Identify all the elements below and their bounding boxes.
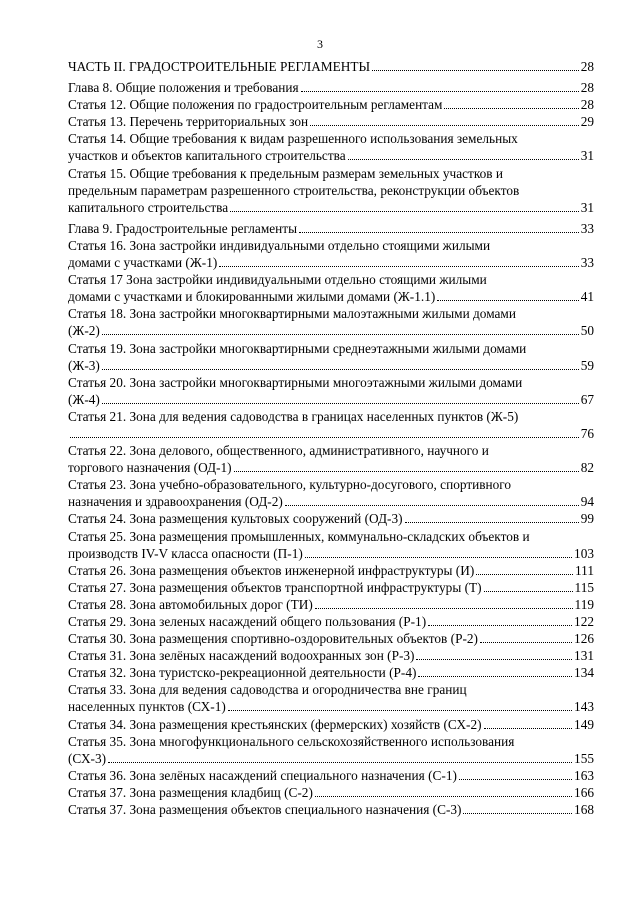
toc-entry-title: Статья 12. Общие положения по градостроительным регламентам [68, 97, 443, 113]
toc-entry-article-26[interactable] [68, 562, 594, 579]
page-number: 3 [317, 37, 323, 51]
toc-page-number: 50 [580, 323, 594, 339]
toc-entry-title: Глава 8. Общие положения и требования [68, 80, 299, 96]
toc-entry-article-27[interactable] [68, 579, 594, 596]
toc-entry-article-14[interactable] [68, 130, 594, 164]
toc-entry-title-line: предельным параметрам разрешенного строительства, реконструкции объектов [68, 182, 520, 198]
toc-page-number: 31 [580, 148, 594, 164]
toc-page-number: 163 [574, 767, 594, 783]
toc-entry-article-36[interactable] [68, 767, 594, 784]
toc-page-number: 119 [574, 596, 594, 612]
toc-entry-article-37-special[interactable] [68, 801, 594, 818]
toc-entry-article-32[interactable] [68, 664, 594, 681]
toc-entry-title-line: Статья 35. Зона многофункционального сельскохозяйственного использования [68, 733, 515, 749]
toc-entry-title-line: Статья 20. Зона застройки многоквартирными многоэтажными жилыми домами [68, 374, 523, 390]
toc-entry-title-line: Статья 18. Зона застройки многоквартирными малоэтажными жилыми домами [68, 306, 516, 322]
toc-entry-article-22[interactable] [68, 442, 594, 476]
toc-page-number: 111 [575, 562, 594, 578]
toc-page-number: 155 [574, 750, 594, 766]
toc-page-number: 134 [574, 665, 594, 681]
toc-entry-title: домами с участками и блокированными жилыми домами (Ж-1.1) [68, 289, 436, 305]
toc-entry-title: Статья 27. Зона размещения объектов транспортной инфраструктуры (Т) [68, 579, 482, 595]
toc-page-number: 76 [580, 425, 594, 441]
toc-entry-title: домами с участками (Ж-1) [68, 255, 218, 271]
toc-entry-title-line: Статья 33. Зона для ведения садоводства и огородничества вне границ [68, 682, 467, 698]
toc-page-number: 33 [580, 255, 594, 271]
toc-page-number: 28 [580, 59, 594, 74]
dot-leader [348, 158, 579, 160]
toc-entry-title: (Ж-3) [68, 357, 100, 373]
toc-entry-article-13[interactable] [68, 113, 594, 130]
toc-entry-chapter-9[interactable] [68, 220, 594, 237]
table-of-contents [68, 58, 594, 818]
toc-entry-title: Статья 24. Зона размещения культовых сооружений (ОД-3) [68, 511, 403, 527]
dot-leader [230, 210, 579, 212]
toc-entry-chapter-8[interactable] [68, 79, 594, 96]
toc-page-number: 59 [580, 357, 594, 373]
dot-leader [463, 812, 572, 814]
toc-entry-title-line: Статья 15. Общие требования к предельным размерам земельных участков и [68, 165, 503, 181]
dot-leader [70, 436, 579, 438]
dot-leader [102, 368, 579, 370]
dot-leader [437, 299, 578, 301]
toc-entry-title: участков и объектов капитального строительства [68, 148, 346, 164]
dot-leader [102, 402, 579, 404]
toc-entry-article-16[interactable] [68, 237, 594, 271]
toc-entry-title: Статья 26. Зона размещения объектов инженерной инфраструктуры (И) [68, 562, 475, 578]
toc-entry-article-17[interactable] [68, 271, 594, 305]
toc-page-number: 28 [580, 80, 594, 96]
toc-entry-title: Статья 32. Зона туристско-рекреационной деятельности (Р-4) [68, 665, 417, 681]
toc-entry-article-37-cemeteries[interactable] [68, 784, 594, 801]
toc-page-number: 126 [574, 631, 594, 647]
dot-leader [428, 624, 572, 626]
toc-entry-article-28[interactable] [68, 596, 594, 613]
toc-entry-article-24[interactable] [68, 510, 594, 527]
toc-entry-article-34[interactable] [68, 716, 594, 733]
toc-entry-title: (Ж-4) [68, 391, 100, 407]
toc-entry-title: производств IV-V класса опасности (П-1) [68, 545, 303, 561]
toc-entry-article-19[interactable] [68, 340, 594, 374]
toc-entry-title: Статья 37. Зона размещения объектов специального назначения (С-3) [68, 802, 462, 818]
toc-entry-title: (СХ-3) [68, 750, 107, 766]
toc-entry-article-35[interactable] [68, 733, 594, 767]
toc-entry-title: Статья 13. Перечень территориальных зон [68, 114, 309, 130]
toc-entry-article-23[interactable] [68, 476, 594, 510]
toc-page-number: 99 [580, 511, 594, 527]
dot-leader [476, 573, 573, 575]
toc-entry-title-line: Статья 25. Зона размещения промышленных, коммунально-складских объектов и [68, 528, 530, 544]
dot-leader [102, 333, 579, 335]
toc-page-number: 41 [580, 289, 594, 305]
dot-leader [416, 658, 572, 660]
dot-leader [234, 470, 579, 472]
toc-entry-article-20[interactable] [68, 374, 594, 408]
toc-entry-article-18[interactable] [68, 305, 594, 339]
dot-leader [285, 504, 579, 506]
toc-page-number: 131 [574, 648, 594, 664]
toc-entry-part-2[interactable] [68, 58, 594, 75]
toc-entry-title: Статья 28. Зона автомобильных дорог (ТИ) [68, 596, 313, 612]
toc-entry-title-line: Статья 16. Зона застройки индивидуальными отдельно стоящими жилыми [68, 237, 491, 253]
toc-entry-title: Статья 29. Зона зеленых насаждений общего пользования (Р-1) [68, 614, 427, 629]
toc-page-number: 29 [580, 114, 594, 130]
dot-leader [480, 641, 572, 643]
dot-leader [228, 709, 572, 711]
toc-page-number: 122 [574, 614, 594, 629]
dot-leader [484, 727, 572, 729]
dot-leader [315, 795, 572, 797]
toc-entry-title-line: Статья 21. Зона для ведения садоводства в границах населенных пунктов (Ж-5) [68, 408, 519, 424]
toc-entry-title: ЧАСТЬ II. ГРАДОСТРОИТЕЛЬНЫЕ РЕГЛАМЕНТЫ [68, 59, 371, 74]
toc-entry-title: (Ж-2) [68, 323, 100, 339]
toc-entry-article-21[interactable] [68, 408, 594, 442]
toc-entry-title: Статья 34. Зона размещения крестьянских (фермерских) хозяйств (СХ-2) [68, 716, 482, 732]
toc-page-number: 33 [580, 220, 594, 236]
toc-entry-title: Статья 37. Зона размещения кладбищ (С-2) [68, 784, 313, 800]
toc-page-number: 149 [574, 716, 594, 732]
toc-entry-article-33[interactable] [68, 681, 594, 715]
toc-entry-title-line: Статья 14. Общие требования к видам разрешенного использования земельных [68, 131, 518, 147]
toc-entry-title: Статья 30. Зона размещения спортивно-оздоровительных объектов (Р-2) [68, 631, 478, 647]
toc-entry-title: Глава 9. Градостроительные регламенты [68, 220, 298, 236]
dot-leader [444, 107, 578, 109]
toc-entry-article-31[interactable] [68, 647, 594, 664]
dot-leader [219, 265, 578, 267]
toc-entry-title-line: Статья 17 Зона застройки индивидуальными отдельно стоящими жилыми [68, 272, 487, 288]
toc-page-number: 28 [580, 97, 594, 113]
dot-leader [315, 607, 573, 609]
dot-leader [459, 778, 572, 780]
toc-page-number: 168 [574, 802, 594, 818]
toc-page-number: 67 [580, 391, 594, 407]
toc-page-number: 31 [580, 199, 594, 215]
dot-leader [108, 761, 572, 763]
toc-entry-title: Статья 31. Зона зелёных насаждений водоохранных зон (Р-3) [68, 648, 415, 664]
dot-leader [405, 521, 579, 523]
dot-leader [418, 675, 572, 677]
toc-entry-title: капитального строительства [68, 199, 229, 215]
toc-entry-article-12[interactable] [68, 96, 594, 113]
dot-leader [310, 124, 579, 126]
toc-entry-article-25[interactable] [68, 528, 594, 562]
dot-leader [484, 590, 573, 592]
toc-entry-title-line: Статья 19. Зона застройки многоквартирными среднеэтажными жилыми домами [68, 340, 527, 356]
toc-entry-title: населенных пунктов (СХ-1) [68, 699, 226, 715]
toc-entry-title-line: Статья 23. Зона учебно-образовательного, культурно-досугового, спортивного [68, 477, 512, 493]
toc-page-number: 143 [574, 699, 594, 715]
toc-entry-title-line: Статья 22. Зона делового, общественного, административного, научного и [68, 443, 489, 459]
dot-leader [299, 231, 579, 233]
toc-entry-article-30[interactable] [68, 630, 594, 647]
toc-entry-title: Статья 36. Зона зелёных насаждений специального назначения (С-1) [68, 767, 457, 783]
toc-page-number: 103 [574, 545, 594, 561]
toc-entry-title: назначения и здравоохранения (ОД-2) [68, 494, 283, 510]
toc-entry-article-29[interactable] [68, 613, 594, 630]
toc-page-number: 115 [574, 579, 594, 595]
toc-entry-title: торгового назначения (ОД-1) [68, 460, 232, 476]
dot-leader [305, 556, 572, 558]
toc-page-number: 82 [580, 460, 594, 476]
dot-leader [372, 69, 579, 71]
dot-leader [301, 90, 579, 92]
toc-page-number: 166 [574, 784, 594, 800]
toc-page-number: 94 [580, 494, 594, 510]
toc-entry-article-15[interactable] [68, 165, 594, 216]
